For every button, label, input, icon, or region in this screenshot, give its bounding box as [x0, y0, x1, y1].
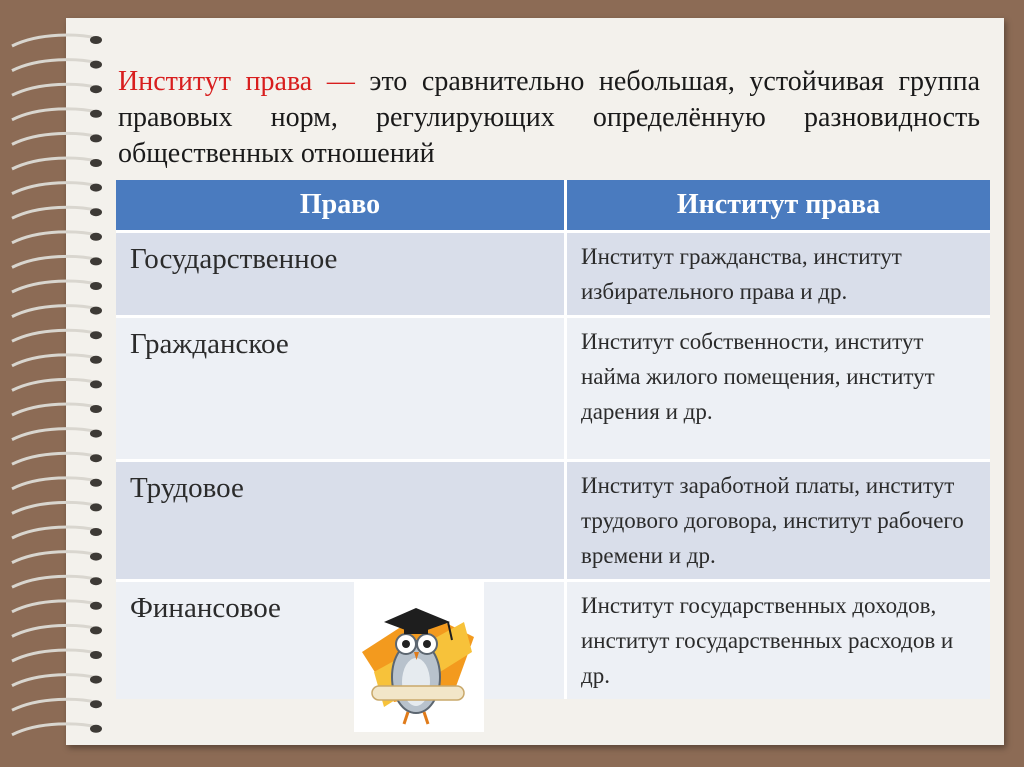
spiral-ring [12, 675, 96, 686]
spiral-binding-icon [0, 18, 110, 745]
spiral-ring [12, 158, 96, 169]
spiral-hole [90, 700, 102, 708]
spiral-hole [90, 405, 102, 413]
spiral-hole [90, 651, 102, 659]
law-cell: Финансовое [116, 579, 567, 699]
spiral-hole [90, 602, 102, 610]
header-law: Право [116, 180, 567, 230]
spiral-ring [12, 35, 96, 46]
spiral-hole [90, 257, 102, 265]
spiral-hole [90, 626, 102, 634]
law-institutions-table [116, 180, 990, 699]
spiral-ring [12, 453, 96, 464]
spiral-ring [12, 552, 96, 563]
definition-body: это сравнительно небольшая, устойчивая группа правовых норм, регулирующих определённую разновидность общественных отношений [118, 66, 981, 169]
spiral-ring [12, 650, 96, 661]
table-row [116, 459, 990, 579]
spiral-hole [90, 331, 102, 339]
spiral-hole [90, 36, 102, 44]
spiral-ring [12, 232, 96, 243]
spiral-hole [90, 134, 102, 142]
spiral-ring [12, 183, 96, 194]
spiral-ring [12, 625, 96, 636]
spiral-ring [12, 404, 96, 415]
table-row [116, 230, 990, 315]
spiral-ring [12, 724, 96, 735]
spiral-hole [90, 454, 102, 462]
law-cell: Государственное [116, 230, 567, 315]
spiral-ring [12, 576, 96, 587]
spiral-ring [12, 355, 96, 366]
spiral-hole [90, 307, 102, 315]
spiral-hole [90, 110, 102, 118]
spiral-hole [90, 208, 102, 216]
spiral-hole [90, 61, 102, 69]
spiral-ring [12, 330, 96, 341]
table-row [116, 315, 990, 459]
law-cell: Трудовое [116, 459, 567, 579]
spiral-hole [90, 430, 102, 438]
spiral-ring [12, 84, 96, 95]
spiral-hole [90, 553, 102, 561]
definition-term: Институт права — [118, 66, 355, 97]
spiral-hole [90, 725, 102, 733]
institution-cell: Институт государственных доходов, институт государственных расходов и др. [567, 579, 990, 699]
spiral-hole [90, 85, 102, 93]
spiral-hole [90, 356, 102, 364]
law-cell: Гражданское [116, 315, 567, 459]
spiral-ring [12, 109, 96, 120]
spiral-ring [12, 527, 96, 538]
institution-cell: Институт заработной платы, институт трудового договора, институт рабочего времени и др. [567, 459, 990, 579]
header-institution: Институт права [567, 180, 990, 230]
spiral-ring [12, 601, 96, 612]
spiral-ring [12, 379, 96, 390]
spiral-hole [90, 479, 102, 487]
owl-graduate-icon [354, 582, 484, 732]
institution-cell: Институт гражданства, институт избирательного права и др. [567, 230, 990, 315]
spiral-hole [90, 233, 102, 241]
spiral-ring [12, 478, 96, 489]
table-header-row [116, 180, 990, 230]
spiral-hole [90, 577, 102, 585]
table-row [116, 579, 990, 699]
spiral-ring [12, 207, 96, 218]
spiral-hole [90, 676, 102, 684]
spiral-hole [90, 380, 102, 388]
institution-cell: Институт собственности, институт найма жилого помещения, институт дарения и др. [567, 315, 990, 459]
definition-text [118, 64, 980, 172]
spiral-hole [90, 282, 102, 290]
spiral-hole [90, 184, 102, 192]
spiral-ring [12, 699, 96, 710]
spiral-ring [12, 60, 96, 71]
spiral-ring [12, 502, 96, 513]
spiral-hole [90, 503, 102, 511]
spiral-ring [12, 256, 96, 267]
spiral-ring [12, 281, 96, 292]
spiral-ring [12, 133, 96, 144]
spiral-ring [12, 306, 96, 317]
spiral-ring [12, 429, 96, 440]
spiral-hole [90, 528, 102, 536]
spiral-hole [90, 159, 102, 167]
